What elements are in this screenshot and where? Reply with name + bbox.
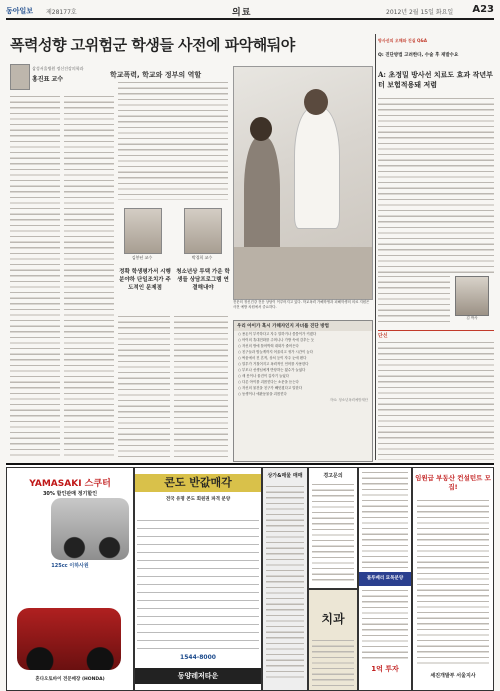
body-column-5 (174, 316, 228, 460)
ad-moto-bottom: 혼다오토바이 전문매장 (HONDA) (35, 677, 105, 682)
issue-date: 2012년 2월 15일 화요일 (386, 9, 454, 16)
issue-number: 제28177호 (46, 9, 77, 16)
pullquote-2: 청소년상 투택 가운 학생들 상담프로그램 연결해내야 (176, 269, 230, 291)
ad-condo-title-text: 콘도 반값매각 (164, 476, 232, 489)
body-column-3 (118, 82, 228, 200)
ad-condo-row (137, 522, 259, 529)
ad-condo-sub: 전국 유명 콘도 회원권 파격 분양 (165, 497, 231, 502)
ad-realestate-company: 세진개발부 서울지사 (430, 673, 476, 679)
qa-body-2 (378, 276, 450, 326)
ad-condo-row (137, 554, 259, 561)
advertisement-area (6, 463, 494, 691)
ad-condo-row (137, 634, 259, 641)
ad-right-column (358, 467, 412, 691)
checklist-item: ○ 용돈이 부족하다고 자주 말하거나 씀씀이가 커졌다 (238, 332, 317, 336)
expert-name-2: 박경희 교수 (191, 255, 213, 260)
body-column-4 (118, 316, 170, 460)
ad-moto-price: 125cc 이하사원 (51, 563, 89, 569)
expert-photo-2 (184, 208, 222, 254)
ad-dental (308, 589, 358, 691)
qa-series-title: 방사선의 오해와 진실 Q&A (378, 38, 427, 43)
expert-name-1: 김붕년 교수 (131, 255, 153, 260)
ad-moto-sub: 30% 할인판매 정기할인 (42, 491, 98, 497)
ad-condo (134, 467, 262, 691)
qa-expert-name: 김 박사 (466, 316, 478, 320)
expert-photo-1 (124, 208, 162, 254)
ad-condo-row (137, 546, 259, 553)
author-role: 삼성서울병원 정신건강의학과 (32, 66, 84, 71)
ad-classified-title: 상가&매물 매매 (267, 473, 303, 479)
article-headline: 폭력성향 고위험군 학생들 사전에 파악해둬야 (10, 36, 295, 54)
ad-right-lines-2 (362, 590, 408, 660)
checklist-title: 우리 아이가 혹시 가해자인지 자녀를 진단 방법 (234, 321, 372, 331)
author-photo (10, 64, 30, 90)
ad-classified2-lines (312, 484, 354, 584)
body-column-1 (10, 96, 60, 460)
checklist-item: ○ 말투가 거칠어지고 폭력적인 언어를 사용한다 (238, 362, 309, 366)
qa-expert-photo (455, 276, 489, 316)
paper-name: 동아일보 (6, 7, 34, 15)
ad-condo-row (137, 594, 259, 601)
ad-classified (262, 467, 308, 691)
ad-condo-phone: 1544-8000 (180, 654, 216, 661)
ad-condo-row (137, 538, 259, 545)
qa-answer-headline: A: 초정밀 방사선 치료도 효과 작년부터 보험적용돼 저렴 (378, 70, 493, 89)
ad-motorcycle (6, 467, 134, 691)
checklist-item: ○ 부모나 선생님에게 반항하는 횟수가 늘었다 (238, 368, 306, 372)
ad-classified-lines (266, 486, 304, 682)
article-kicker: 학교폭력, 학교와 정부의 역할 (110, 71, 202, 79)
checklist-box (233, 320, 373, 462)
ad-right-lines (362, 472, 408, 568)
ad-condo-row (137, 530, 259, 537)
ad-condo-row (137, 570, 259, 577)
ad-condo-row (137, 514, 259, 521)
short-news-title: 단신 (378, 330, 494, 339)
qa-body (378, 98, 494, 274)
ad-condo-row (137, 626, 259, 633)
ad-condo-company: 동양레저타운 (135, 668, 261, 684)
ad-dental-title: 치과 (321, 612, 345, 626)
body-column-2 (64, 96, 114, 460)
checklist-item: ○ 자신의 물건을 친구가 빼앗겼다고 말한다 (238, 386, 303, 390)
page-number: A23 (472, 4, 494, 15)
atv-image (17, 608, 121, 670)
qa-question: Q: 진단방법 고려한다, 수술 후 재발수요 (378, 53, 459, 58)
author-name: 홍진표 교수 (32, 76, 64, 83)
ad-condo-row (137, 578, 259, 585)
ad-blueberry: 블루베리 묘목분양 (359, 572, 411, 586)
checklist-item: ○ 친구들과 밤늦게까지 어울리고 귀가 시간이 늦다 (238, 350, 313, 354)
ad-realestate-lines (417, 500, 489, 666)
ad-dental-lines (312, 640, 354, 686)
ad-condo-title (135, 474, 261, 492)
ad-moto-title: YAMASAKI 스쿠터 (29, 479, 111, 489)
ad-real-estate (412, 467, 494, 691)
column-divider (375, 34, 376, 460)
main-photo (233, 66, 373, 300)
ad-condo-row (137, 610, 259, 617)
ad-realestate-title: 임원급 부동산 컨설턴트 모집! (415, 474, 491, 491)
section-title: 의료 (232, 8, 252, 18)
ad-condo-row (137, 618, 259, 625)
ad-loan: 1억 투자 (371, 665, 399, 673)
short-news-body (378, 342, 494, 460)
ad-condo-row (137, 642, 259, 649)
ad-condo-row (137, 586, 259, 593)
checklist-item: ○ 다른 아이를 괴롭힌다는 소문을 듣는다 (238, 380, 299, 384)
checklist-item: ○ 동생이나 애완동물을 괴롭힌다 (238, 392, 287, 396)
ad-condo-row (137, 562, 259, 569)
scooter-image (51, 498, 129, 560)
checklist-item: ○ 싸움에서 진 흔적, 상처 등이 자주 눈에 띈다 (238, 356, 307, 360)
byline (10, 64, 102, 92)
ad-classified-2 (308, 467, 358, 589)
checklist-source: 자료: 청소년폭력예방재단 (329, 398, 368, 402)
checklist-item: ○ 새 옷이나 물건이 갑자기 늘었다 (238, 374, 289, 378)
checklist-item: ○ 아이의 휴대전화를 주머니나 가방 속에 감추는 듯 (238, 338, 315, 342)
masthead (6, 4, 494, 20)
ad-classified2-title: 경고문의 (323, 473, 343, 479)
photo-caption: 전문의 정신건강 전문 상담이 이루어지고 있다. 학교폭력 가해학생과 피해학생의 의료 지원은 사전 예방 차원에서 중요하다. (233, 300, 370, 309)
ad-condo-row (137, 602, 259, 609)
pullquote-1: 정확 학생평가서 시행분야하 단일조치가 주도적인 문제점 (119, 269, 171, 291)
checklist-item: ○ 자신의 방에 틀어박혀 대화가 줄어든다 (238, 344, 299, 348)
